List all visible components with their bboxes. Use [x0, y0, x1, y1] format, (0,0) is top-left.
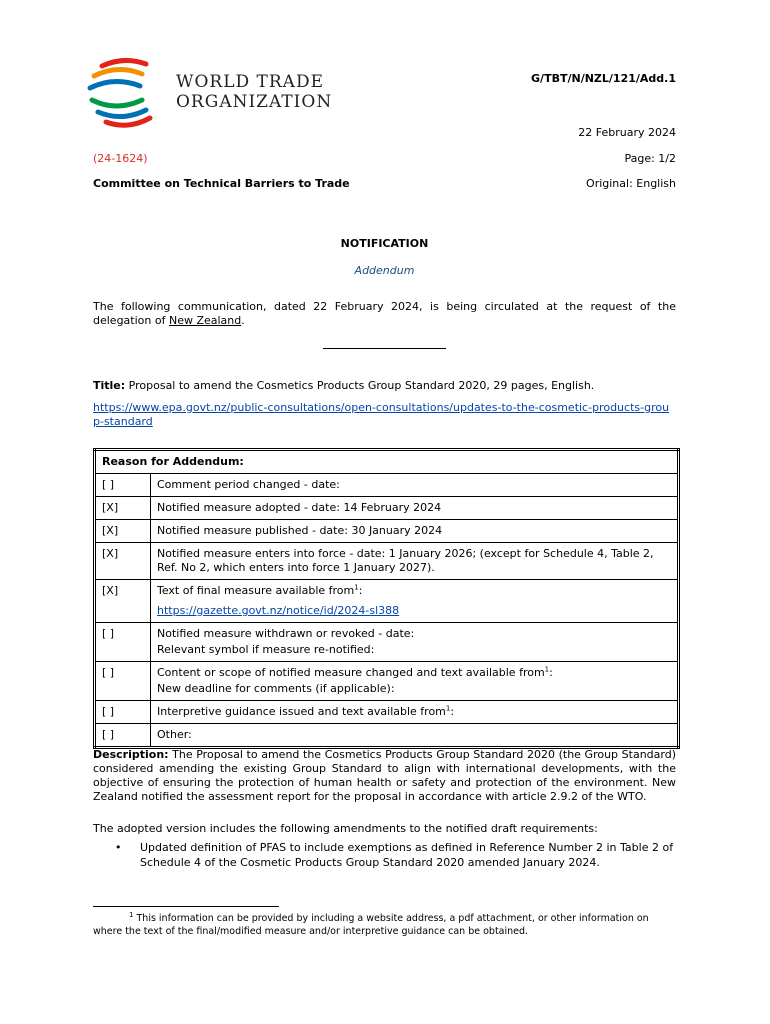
- reason-scope-sub: New deadline for comments (if applicable):: [157, 682, 395, 695]
- amendments-list: [93, 840, 676, 870]
- description-text: The Proposal to amend the Cosmetics Products Group Standard 2020 (the Group Standard) considered amending the existing Group Standard to align with international developments, with the objective of ensuring the protection of human health or safety and protection of the environment. New Zealand notified the assessment report for the proposal in accordance with article 2.9.2 of the WTO.: [93, 748, 676, 803]
- title-text: Proposal to amend the Cosmetics Products Group Standard 2020, 29 pages, English.: [125, 379, 595, 392]
- footnote-ref: 1: [354, 583, 359, 592]
- footnote-ref: 1: [445, 704, 451, 713]
- original-language: Original: English: [586, 177, 676, 190]
- table-row: [95, 497, 679, 520]
- page-indicator: Page: 1/2: [624, 152, 676, 165]
- footnote: [93, 912, 676, 938]
- reason-final-text: [151, 580, 679, 623]
- reason-comment-period: Comment period changed - date:: [151, 474, 679, 497]
- reason-other: Other:: [151, 724, 679, 748]
- reasons-table: [93, 448, 680, 749]
- intro-paragraph: [93, 300, 676, 328]
- checkbox-other: [ ]: [95, 724, 151, 748]
- committee-name: Committee on Technical Barriers to Trade: [93, 177, 350, 190]
- intro-suffix: .: [241, 314, 245, 327]
- reason-withdrawn-label: Notified measure withdrawn or revoked - date:: [157, 627, 415, 640]
- table-row: [95, 623, 679, 662]
- table-row: [95, 662, 679, 701]
- bullet-icon: •: [115, 841, 122, 854]
- gazette-link[interactable]: https://gazette.govt.nz/notice/id/2024-sl388: [157, 604, 400, 617]
- document-symbol: G/TBT/N/NZL/121/Add.1: [531, 72, 676, 85]
- checkbox-comment-period: [ ]: [95, 474, 151, 497]
- country-name: New Zealand: [168, 314, 242, 327]
- notification-heading: NOTIFICATION: [340, 237, 429, 250]
- reason-colon: :: [358, 584, 363, 597]
- checkbox-scope-changed: [ ]: [95, 662, 151, 701]
- wto-logo: [84, 56, 334, 130]
- document-date: 22 February 2024: [578, 126, 676, 139]
- reason-scope-changed: [151, 662, 679, 701]
- amendment-text: Updated definition of PFAS to include exemptions as defined in Reference Number 2 in Table 2 of Schedule 4 of the Cosmetic Products Group Standard 2020 amended January 2024.: [140, 841, 674, 869]
- reason-final-text-label: Text of final measure available from: [157, 584, 355, 597]
- wto-wordmark: [176, 72, 332, 112]
- org-line-1: WORLD TRADE: [176, 72, 324, 92]
- footnote-text: This information can be provided by including a website address, a pdf attachment, or other information on where the text of the final/modified measure and/or interpretive guidance can be obtained.: [93, 913, 649, 937]
- list-item: [93, 840, 676, 870]
- table-row: [95, 701, 679, 724]
- reason-adopted: Notified measure adopted - date: 14 February 2024: [151, 497, 679, 520]
- reason-scope-label: Content or scope of notified measure changed and text available from: [157, 666, 545, 679]
- checkbox-interpretive: [ ]: [95, 701, 151, 724]
- reason-withdrawn: [151, 623, 679, 662]
- table-row: [95, 580, 679, 623]
- description-label: Description:: [93, 748, 169, 761]
- reasons-header-row: [95, 450, 679, 474]
- checkbox-withdrawn: [ ]: [95, 623, 151, 662]
- reason-published: Notified measure published - date: 30 January 2024: [151, 520, 679, 543]
- document-number: (24-1624): [93, 152, 148, 165]
- description-paragraph: [93, 748, 676, 804]
- table-row: [95, 543, 679, 580]
- title-url: [93, 401, 676, 429]
- reason-into-force: Notified measure enters into force - date: 1 January 2026; (except for Schedule 4, Table 2, Ref. No 2, which enters into force 1 January 2027).: [151, 543, 679, 580]
- footnote-marker: 1: [129, 910, 134, 919]
- checkbox-into-force: [X]: [95, 543, 151, 580]
- reason-colon: :: [549, 666, 553, 679]
- checkbox-adopted: [X]: [95, 497, 151, 520]
- reason-interpretive: [151, 701, 679, 724]
- table-row: [95, 724, 679, 748]
- reason-interpretive-label: Interpretive guidance issued and text available from: [157, 705, 446, 718]
- title-paragraph: [93, 379, 676, 393]
- reasons-header: Reason for Addendum:: [95, 450, 679, 474]
- org-line-2: ORGANIZATION: [176, 92, 333, 112]
- footnote-ref: 1: [544, 665, 550, 674]
- intro-text: The following communication, dated 22 February 2024, is being circulated at the request of the delegation of: [93, 300, 676, 327]
- consultation-link[interactable]: https://www.epa.govt.nz/public-consultations/open-consultations/updates-to-the-cosmetic-products-group-standard: [93, 401, 670, 428]
- table-row: [95, 474, 679, 497]
- table-row: [95, 520, 679, 543]
- title-label: Title:: [93, 379, 126, 392]
- addendum-subheading: Addendum: [354, 264, 415, 277]
- footnote-separator: [93, 906, 279, 907]
- adopted-intro: The adopted version includes the following amendments to the notified draft requirements:: [93, 822, 598, 835]
- reason-withdrawn-sub: Relevant symbol if measure re-notified:: [157, 643, 375, 656]
- wto-emblem-icon: [84, 56, 164, 130]
- reason-colon: :: [450, 705, 455, 718]
- checkbox-published: [X]: [95, 520, 151, 543]
- checkbox-final-text: [X]: [95, 580, 151, 623]
- separator-line: [323, 348, 446, 349]
